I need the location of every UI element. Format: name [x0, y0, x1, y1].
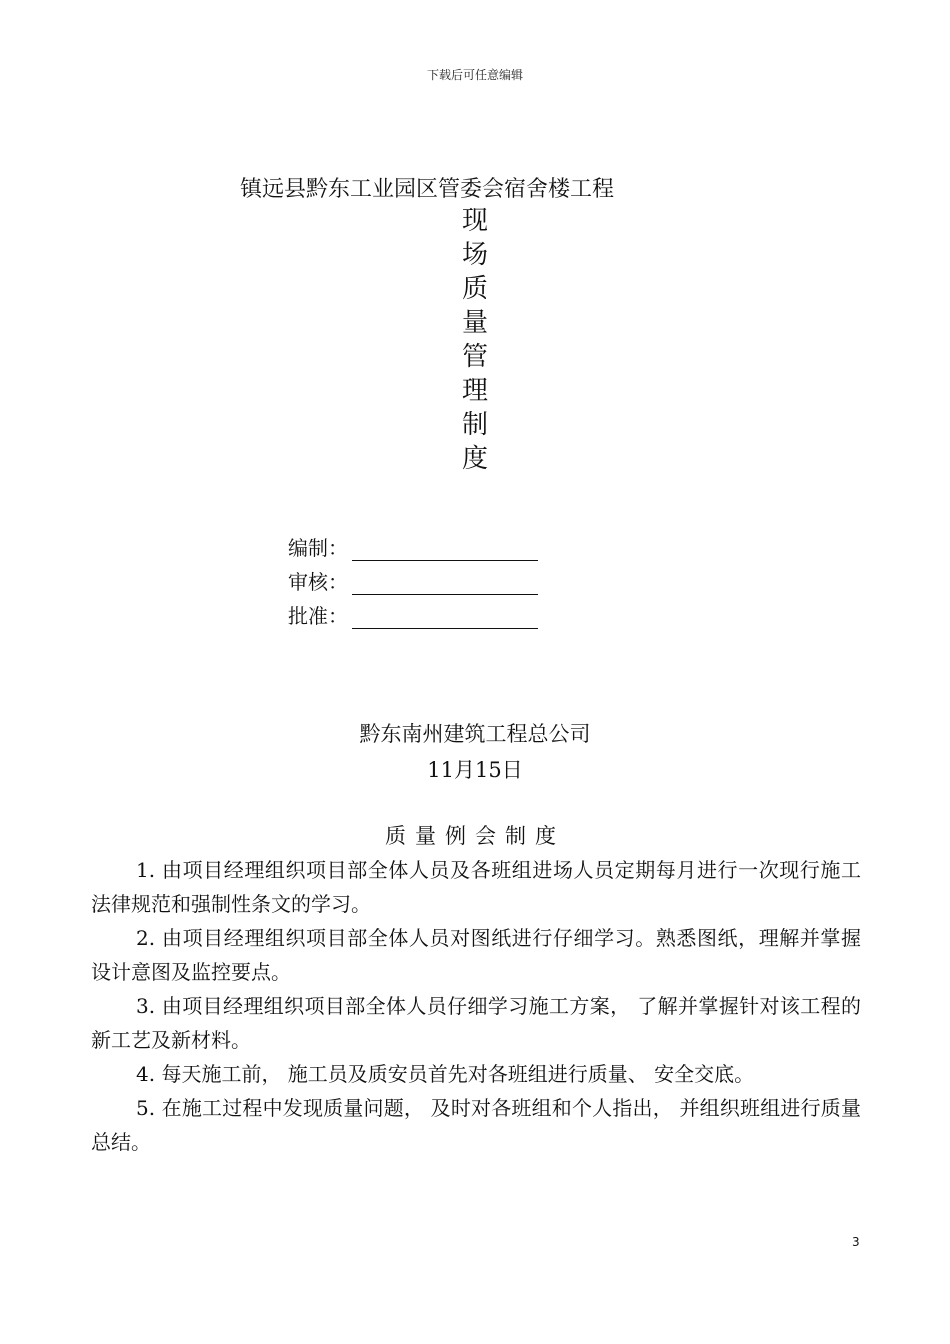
item-number: 1. — [136, 858, 156, 882]
signature-label: 审核： — [288, 570, 348, 594]
list-item — [91, 921, 861, 989]
list-item — [91, 1057, 861, 1091]
title-char: 质 — [461, 274, 488, 304]
item-text: 每天施工前， 施工员及质安员首先对各班组进行质量、 安全交底。 — [155, 1062, 755, 1086]
title-char: 度 — [461, 444, 488, 474]
item-text: 在施工过程中发现质量问题， 及时对各班组和个人指出， 并组织班组进行质量总结。 — [91, 1096, 861, 1154]
signature-label: 编制： — [288, 536, 348, 560]
item-number: 2. — [136, 926, 156, 950]
list-item — [91, 989, 861, 1057]
title-char: 量 — [461, 308, 488, 338]
list-item — [91, 853, 861, 921]
title-char: 现 — [461, 206, 488, 236]
item-number: 3. — [136, 994, 156, 1018]
section-title: 质量例会制度 — [385, 824, 565, 848]
signature-label: 批准： — [288, 604, 348, 628]
item-number: 5. — [136, 1096, 156, 1120]
signature-line — [352, 608, 538, 629]
item-text: 由项目经理组织项目部全体人员仔细学习施工方案， 了解并掌握针对该工程的新工艺及新材料。 — [91, 994, 861, 1052]
title-char: 制 — [461, 410, 488, 440]
title-char: 管 — [461, 342, 488, 372]
header-note: 下载后可任意编辑 — [426, 68, 523, 82]
signature-row-approved — [288, 600, 538, 629]
list-item — [91, 1091, 861, 1159]
item-text: 由项目经理组织项目部全体人员对图纸进行仔细学习。熟悉图纸，理解并掌握设计意图及监控要点。 — [91, 926, 861, 984]
title-char: 场 — [461, 240, 488, 270]
company-name: 黔东南州建筑工程总公司 — [359, 722, 591, 746]
signature-line — [352, 540, 538, 561]
signature-row-compiled — [288, 532, 538, 561]
item-number: 4. — [136, 1062, 156, 1086]
page-number: 3 — [852, 1235, 860, 1249]
vertical-document-title — [455, 204, 495, 476]
item-text: 由项目经理组织项目部全体人员及各班组进场人员定期每月进行一次现行施工法律规范和强制性条文的学习。 — [91, 858, 861, 916]
project-title: 镇远县黔东工业园区管委会宿舍楼工程 — [240, 177, 615, 202]
signature-line — [352, 574, 538, 595]
title-char: 理 — [461, 376, 488, 406]
signature-row-reviewed — [288, 566, 538, 595]
document-date: 11月15日 — [427, 758, 523, 782]
